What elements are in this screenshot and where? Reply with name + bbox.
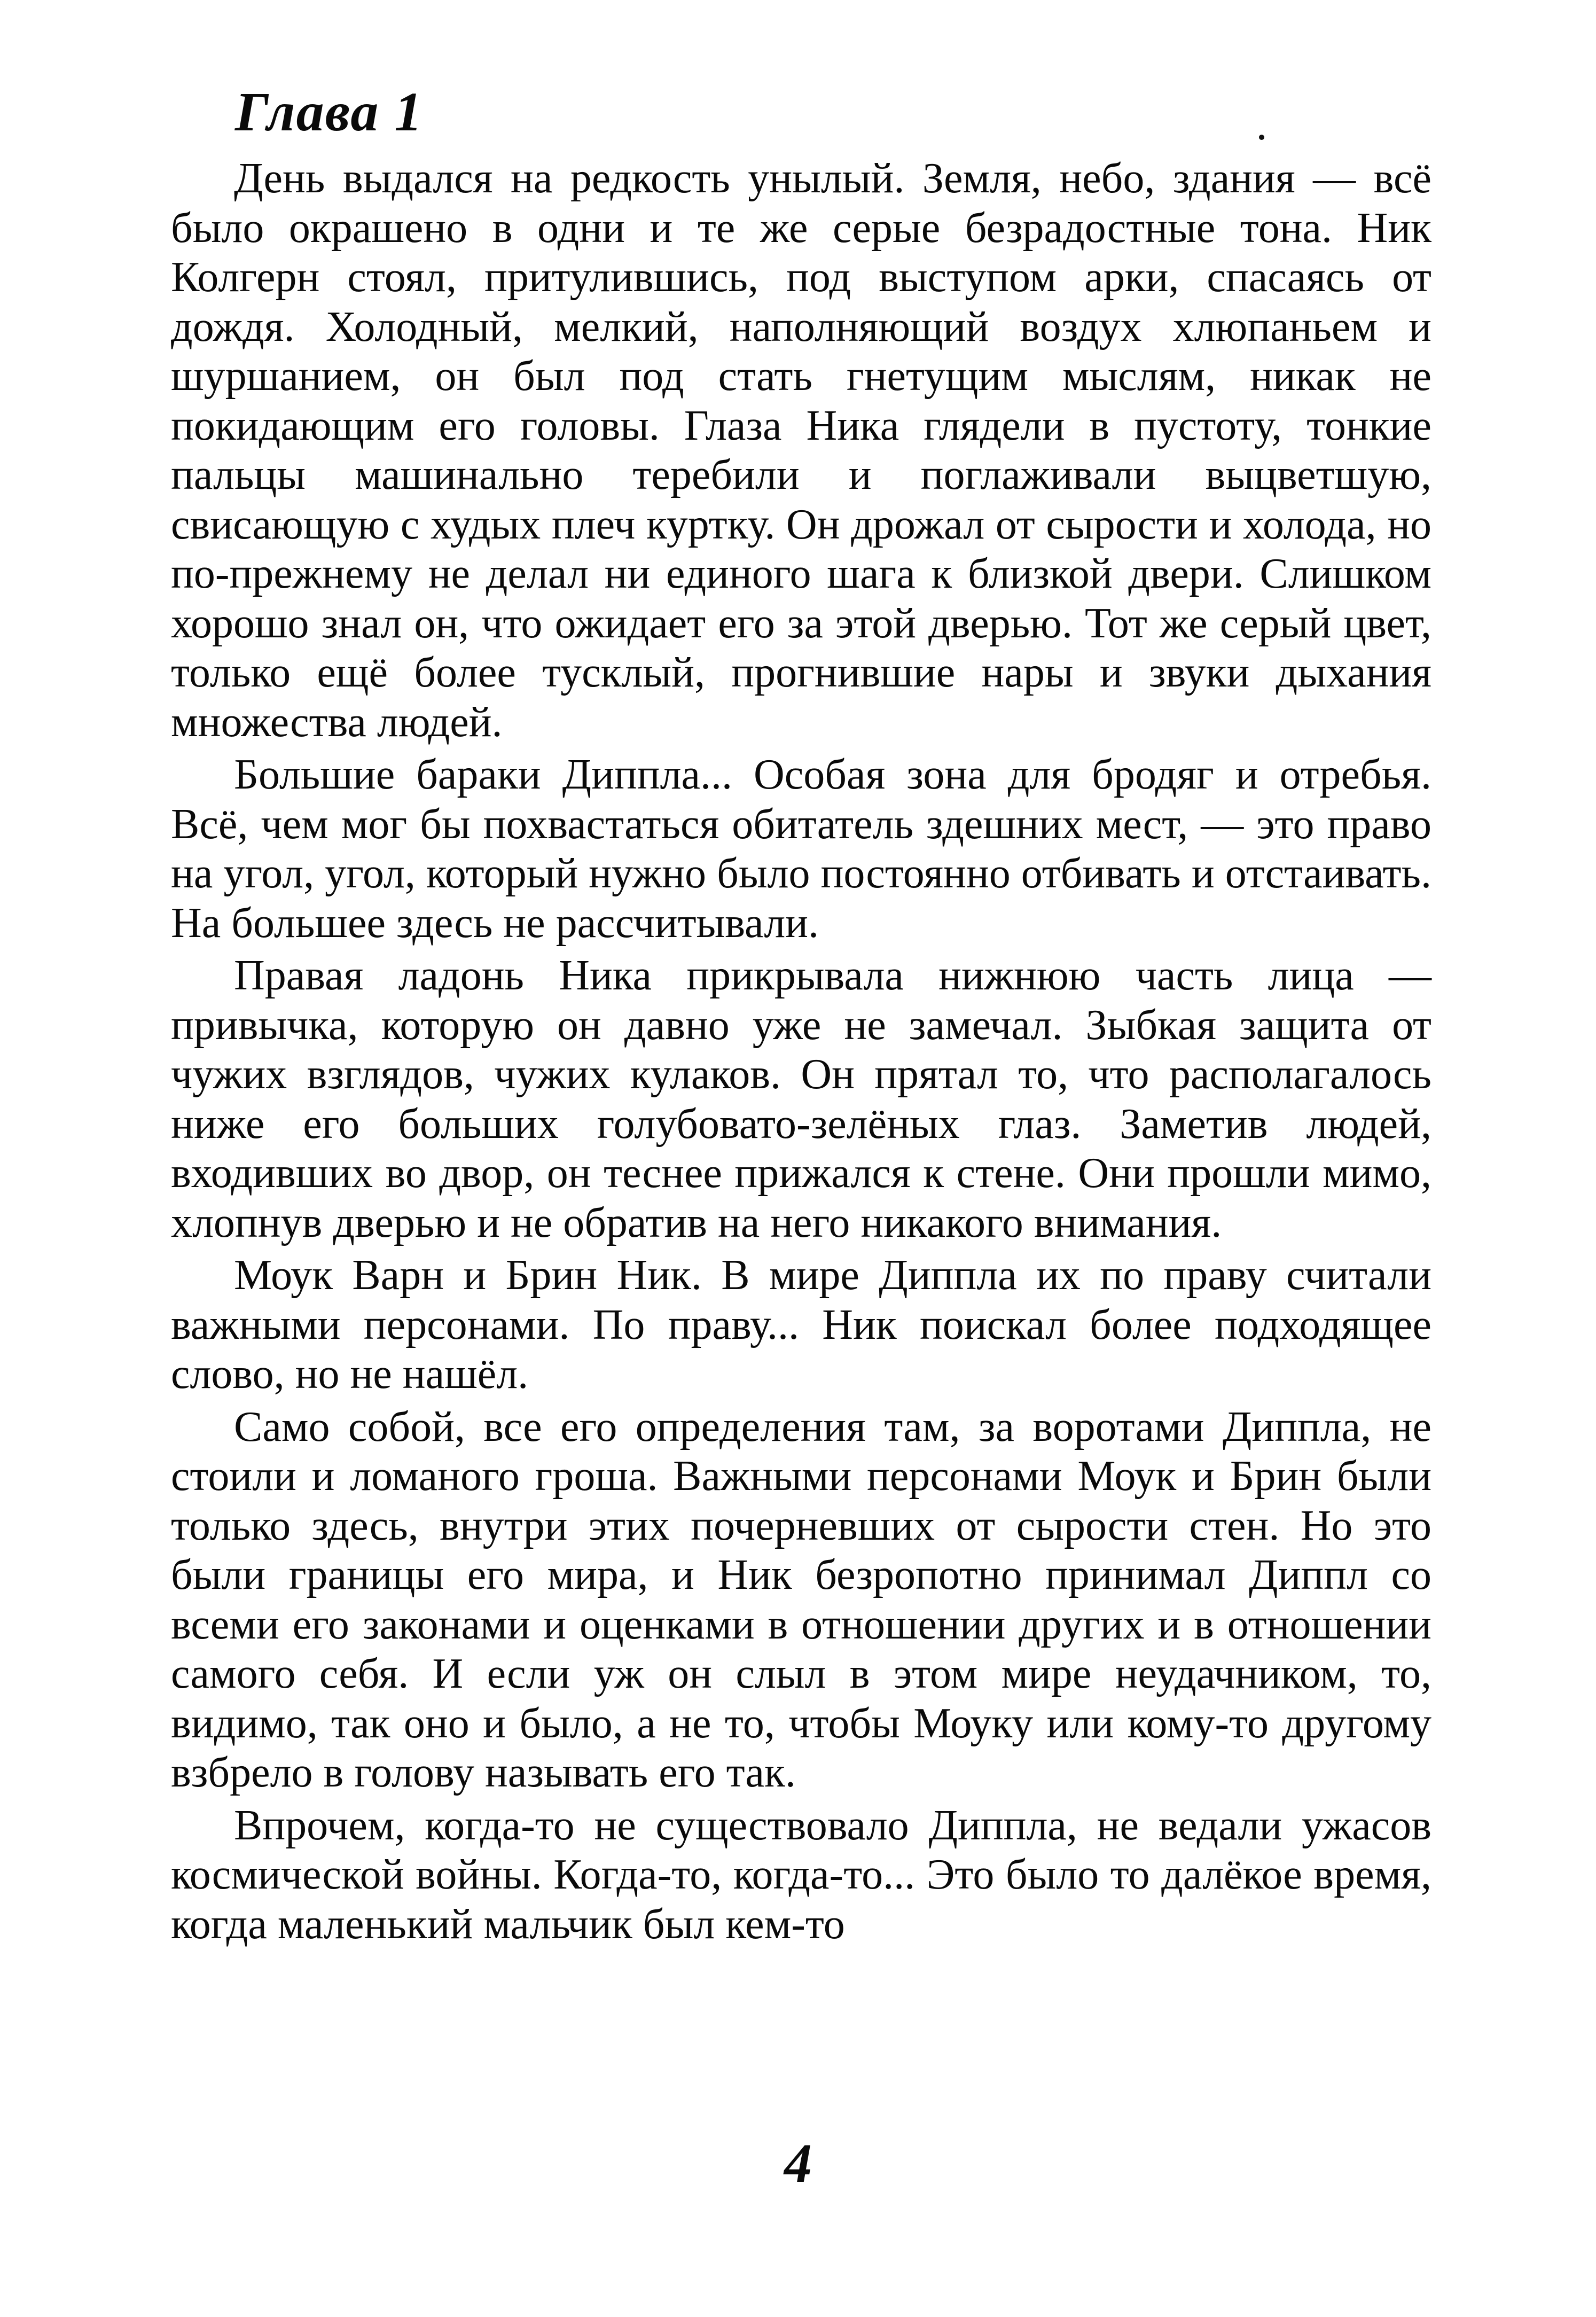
paragraph-5: Само собой, все его определения там, за воротами Диппла, не стоили и ломаного гроша. Важными персонами Моук и Брин были только здесь, внутри этих почерневших от сырости стен. Но это были границы его мира, и Ник безропотно принимал Диппл со всеми его законами и оценками в отношении других и в отношении самого себя. И если уж он слыл в этом мире неудачником, то, видимо, так оно и было, а не то, чтобы Моуку или кому-то другому взбрело в голову называть его так.	[171, 1403, 1431, 1796]
paragraph-3: Правая ладонь Ника прикрывала нижнюю часть лица — привычка, которую он давно уже не замечал. Зыбкая защита от чужих взглядов, чужих кулаков. Он прятал то, что располагалось ниже его больших голубовато-зелёных глаз. Заметив людей, входивших во двор, он теснее прижался к стене. Они прошли мимо, хлопнув дверью и не обратив на него никакого внимания.	[171, 952, 1431, 1246]
chapter-title: Глава 1	[235, 81, 424, 143]
paragraph-1: День выдался на редкость унылый. Земля, небо, здания — всё было окрашено в одни и те же серые безрадостные тона. Ник Колгерн стоял, притулившись, под выступом арки, спасаясь от дождя. Холодный, мелкий, наполняющий воздух хлюпаньем и шуршанием, он был под стать гнетущим мыслям, никак не покидающим его головы. Глаза Ника глядели в пустоту, тонкие пальцы машинально теребили и поглаживали выцветшую, свисающую с худых плеч куртку. Он дрожал от сырости и холода, но по-прежнему не делал ни единого шага к близкой двери. Слишком хорошо знал он, что ожидает его за этой дверью. Тот же серый цвет, только ещё более тусклый, прогнившие нары и звуки дыхания множества людей.	[171, 155, 1431, 746]
page-number: 4	[784, 2133, 812, 2194]
book-page	[171, 80, 1431, 1949]
paragraph-6: Впрочем, когда-то не существовало Диппла, не ведали ужасов космической войны. Когда-то, когда-то... Это было то далёкое время, когда маленький мальчик был кем-то	[171, 1801, 1431, 1948]
paragraph-4: Моук Варн и Брин Ник. В мире Диппла их по праву считали важными персонами. По праву... Ник поискал более подходящее слово, но не нашёл.	[171, 1252, 1431, 1398]
paragraph-2: Большие бараки Диппла... Особая зона для бродяг и отребья. Всё, чем мог бы похвастаться обитатель здешних мест, — это право на угол, угол, который нужно было постоянно отбивать и отстаивать. На большее здесь не рассчитывали.	[171, 751, 1431, 947]
